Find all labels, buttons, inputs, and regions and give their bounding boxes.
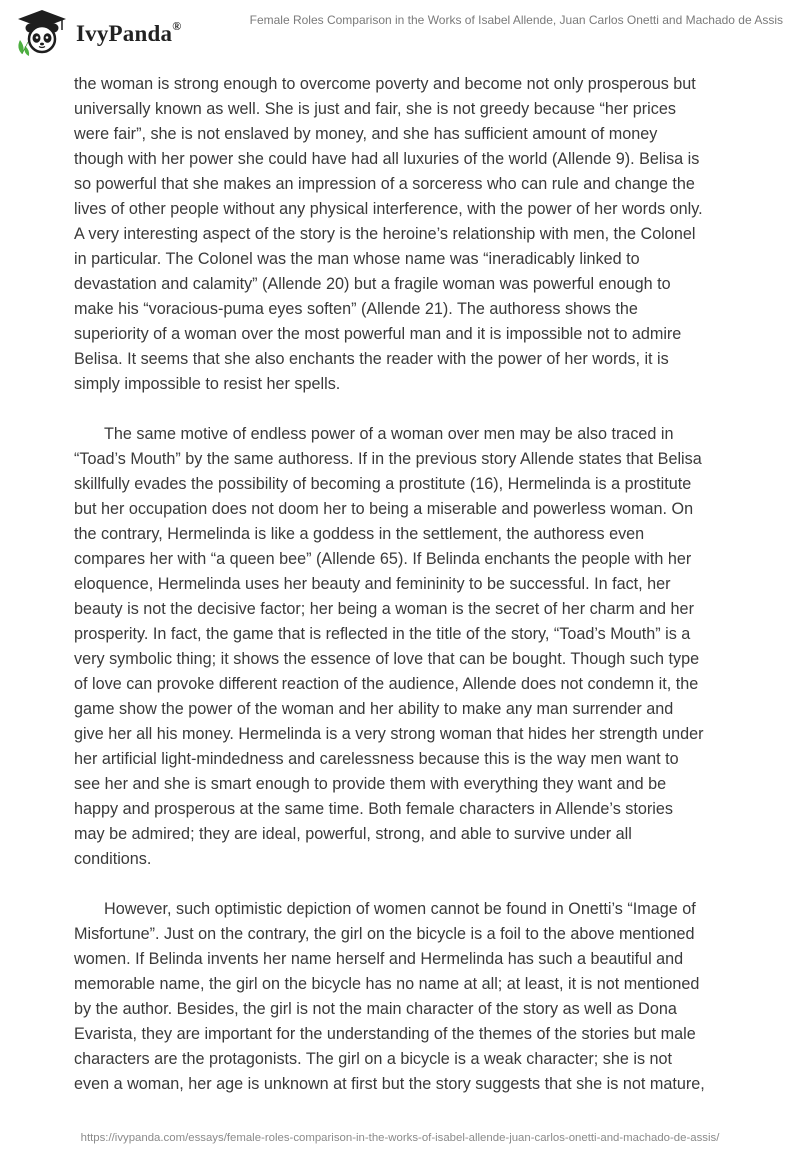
panda-graduate-icon	[14, 8, 70, 58]
paragraph: However, such optimistic depiction of women cannot be found in Onetti’s “Image of Misfortune”. Just on the contrary, the girl on the bicycle is a foil to the above mentioned women. If Belinda invents her name herself and Hermelinda has such a beautiful and memorable name, the girl on the bicycle has no name at all; at least, it is not mentioned by the author. Besides, the girl is not the main character of the story as well as Dona Evarista, they are important for the understanding of the themes of the stories but male characters are the protagonists. The girl on a bicycle is a weak character; she is not even a woman, her age is unknown at first but the story suggests that she is not mature,	[74, 900, 705, 1093]
essay-body	[74, 72, 726, 1122]
registered-mark: ®	[172, 19, 182, 34]
brand-text: IvyPanda	[76, 21, 173, 46]
document-title: Female Roles Comparison in the Works of Isabel Allende, Juan Carlos Onetti and Machado de Assis	[249, 13, 783, 27]
footer-url[interactable]: https://ivypanda.com/essays/female-roles-comparison-in-the-works-of-isabel-allende-juan-carlos-onetti-and-machado-de-assis/	[80, 1132, 720, 1144]
paragraph: The same motive of endless power of a woman over men may be also traced in “Toad’s Mouth” by the same authoress. If in the previous story Allende states that Belisa skillfully evades the possibility of becoming a prostitute (16), Hermelinda is a prostitute but her occupation does not doom her to being a miserable and powerless woman. On the contrary, Hermelinda is like a goddess in the settlement, the authoress even compares her with “a queen bee” (Allende 65). If Belinda enchants the people with her eloquence, Hermelinda uses her beauty and femininity to be successful. In fact, her beauty is not the decisive factor; her being a woman is the secret of her charm and her prosperity. In fact, the game that is reflected in the title of the story, “Toad’s Mouth” is a very symbolic thing; it shows the essence of love that can be bought. Though such type of love can provoke different reaction of the audience, Allende does not condemn it, the game show the power of the woman and her ability to make any man surrender and give her all his money. Hermelinda is a very strong woman that hides her strength under her artificial light-mindedness and carelessness because this is the way men want to see her and she is smart enough to provide them with everything they want and be happy and prosperous at the same time. Both female characters in Allende’s stories may be admired; they are ideal, powerful, strong, and able to survive under all conditions.	[74, 425, 704, 868]
page-header	[0, 0, 800, 70]
paragraph: the woman is strong enough to overcome poverty and become not only prosperous but universally known as well. She is just and fair, she is not greedy because “her prices were fair”, she is not enslaved by money, and she has sufficient amount of money though with her power she could have had all luxuries of the world (Allende 9). Belisa is so powerful that she makes an impression of a sorceress who can rule and change the lives of other people without any physical interference, with the power of her words only. A very interesting aspect of the story is the heroine’s relationship with men, the Colonel in particular. The Colonel was the man whose name was “ineradicably linked to devastation and calamity” (Allende 20) but a fragile woman was powerful enough to make his “voracious-puma eyes soften” (Allende 21). The authoress shows the superiority of a woman over the most powerful man and it is impossible not to admire Belisa. It seems that she also enchants the reader with the power of her words, it is simply impossible to resist her spells.	[74, 75, 703, 393]
brand-name[interactable]	[76, 21, 181, 47]
